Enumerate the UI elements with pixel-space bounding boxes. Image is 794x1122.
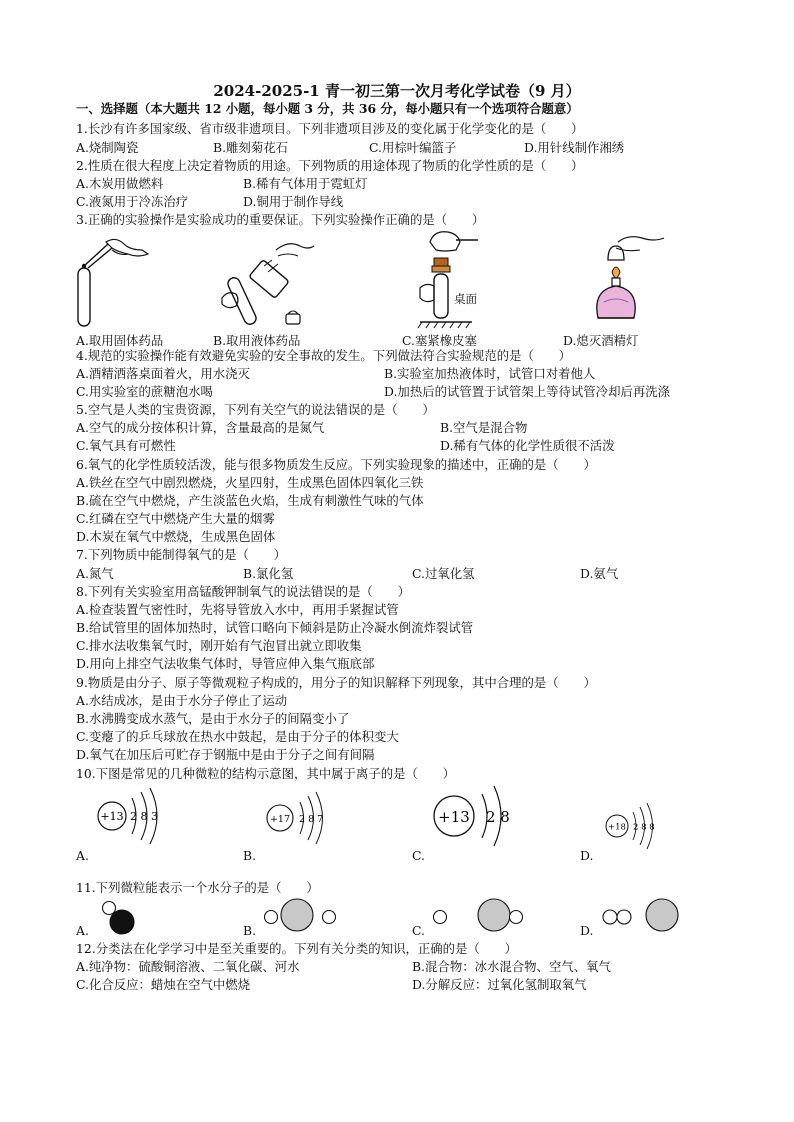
- q10-atom-d: [603, 800, 673, 850]
- q10-atom-b-shells: 2 8 7: [299, 814, 324, 825]
- q10-atom-c-shells: 2 8: [486, 808, 510, 826]
- q7-stem: 7.下列物质中能制得氧气的是（ ）: [76, 547, 287, 562]
- q11-molecule-d: [600, 897, 680, 937]
- q1-option-d: D.用针线制作湘绣: [524, 140, 625, 155]
- q6-option-d: D.木炭在氧气中燃烧，生成黑色固体: [76, 529, 276, 544]
- q8-option-a: A.检查装置气密性时，先将导管放入水中，再用手紧握试管: [76, 602, 399, 617]
- q10-option-a: A.: [76, 848, 89, 863]
- q5-stem: 5.空气是人类的宝贵资源，下列有关空气的说法错误的是（ ）: [76, 402, 435, 417]
- q4-option-b: B.实验室加热液体时，试管口对着他人: [384, 366, 596, 381]
- q5-option-c: C.氧气具有可燃性: [76, 438, 176, 453]
- exam-title: 2024-2025-1 青一初三第一次月考化学试卷（9 月）: [213, 82, 581, 100]
- q2-option-c: C.液氮用于冷冻治疗: [76, 194, 189, 209]
- q11-molecule-a: [100, 898, 150, 938]
- q9-stem: 9.物质是由分子、原子等微观粒子构成的，用分子的知识解释下列现象，其中合理的是（ ）: [76, 675, 596, 690]
- q10-stem: 10.下图是常见的几种微粒的结构示意图，其中属于离子的是（ ）: [76, 766, 456, 781]
- q10-option-b: B.: [243, 848, 257, 863]
- q4-option-a: A.酒精洒落桌面着火，用水浇灭: [76, 366, 250, 381]
- q7-option-b: B.氯化氢: [243, 566, 294, 581]
- q3-figure-c: [412, 228, 492, 328]
- q7-option-d: D.氨气: [580, 566, 619, 581]
- q9-option-c: C.变瘪了的乒乓球放在热水中鼓起，是由于分子的体积变大: [76, 729, 399, 744]
- q11-stem: 11.下列微粒能表示一个水分子的是（ ）: [76, 880, 319, 895]
- q10-option-c: C.: [412, 848, 425, 863]
- q3-option-b: B.取用液体药品: [213, 333, 301, 348]
- q12-stem: 12.分类法在化学学习中是至关重要的。下列有关分类的知识，正确的是（ ）: [76, 941, 517, 956]
- q4-stem: 4.规范的实验操作能有效避免实验的安全事故的发生。下列做法符合实验规范的是（ ）: [76, 348, 572, 363]
- q11-option-c: C.: [412, 923, 425, 938]
- q3-figure-d: [588, 232, 668, 328]
- q5-option-a: A.空气的成分按体积计算，含量最高的是氮气: [76, 420, 325, 435]
- q3-figure-a: [72, 236, 152, 330]
- q4-option-d: D.加热后的试管置于试管架上等待试管冷却后再洗涤: [384, 384, 671, 399]
- q5-option-b: B.空气是混合物: [440, 420, 528, 435]
- q3-option-d: D.熄灭酒精灯: [563, 333, 639, 348]
- q7-option-c: C.过氧化氢: [412, 566, 475, 581]
- q9-option-a: A.水结成冰，是由于水分子停止了运动: [76, 693, 288, 708]
- q11-option-a: A.: [76, 923, 89, 938]
- q10-option-d: D.: [580, 848, 594, 863]
- q11-molecule-c: [430, 897, 520, 937]
- q6-stem: 6.氧气的化学性质较活泼，能与很多物质发生反应。下列实验现象的描述中，正确的是（ ）: [76, 457, 596, 472]
- q11-option-d: D.: [580, 923, 594, 938]
- q10-atom-c: [432, 780, 522, 850]
- q2-stem: 2.性质在很大程度上决定着物质的用途。下列物质的用途体现了物质的化学性质的是（ ）: [76, 158, 584, 173]
- q10-atom-a-shells: 2 8 3: [130, 810, 158, 823]
- q9-option-d: D.氧气在加压后可贮存于钢瓶中是由于分子之间有间隔: [76, 747, 375, 762]
- q8-option-c: C.排水法收集氧气时，刚开始有气泡冒出就立即收集: [76, 638, 362, 653]
- q10-atom-a: [94, 786, 174, 846]
- q10-atom-a-nucleus: +13: [100, 810, 124, 823]
- q2-option-d: D.铜用于制作导线: [243, 194, 344, 209]
- q2-option-a: A.木炭用做燃料: [76, 176, 164, 191]
- q3-option-c: C.塞紧橡皮塞: [402, 333, 477, 348]
- q1-option-a: A.烧制陶瓷: [76, 140, 139, 155]
- q12-option-c: C.化合反应：蜡烛在空气中燃烧: [76, 977, 251, 992]
- q8-option-d: D.用向上排空气法收集气体时，导管应伸入集气瓶底部: [76, 656, 375, 671]
- q10-atom-d-shells: 2 8 8: [633, 822, 655, 833]
- q6-option-c: C.红磷在空气中燃烧产生大量的烟雾: [76, 511, 275, 526]
- q12-option-d: D.分解反应：过氧化氢制取氧气: [412, 977, 587, 992]
- q1-option-c: C.用棕叶编篮子: [369, 140, 457, 155]
- q2-option-b: B.稀有气体用于霓虹灯: [243, 176, 368, 191]
- q10-atom-b: [262, 790, 342, 846]
- q9-option-b: B.水沸腾变成水蒸气，是由于水分子的间隔变小了: [76, 711, 350, 726]
- q10-atom-b-nucleus: +17: [269, 814, 291, 825]
- q7-option-a: A.氮气: [76, 566, 114, 581]
- q5-option-d: D.稀有气体的化学性质很不活泼: [440, 438, 615, 453]
- q10-atom-d-nucleus: +18: [608, 822, 626, 833]
- q10-atom-c-nucleus: +13: [438, 808, 470, 826]
- q3-option-a: A.取用固体药品: [76, 333, 164, 348]
- q6-option-a: A.铁丝在空气中剧烈燃烧，火星四射，生成黑色固体四氧化三铁: [76, 475, 424, 490]
- q3-desk-label: 桌面: [454, 292, 477, 306]
- q4-option-c: C.用实验室的蔗糖泡水喝: [76, 384, 213, 399]
- q6-option-b: B.硫在空气中燃烧，产生淡蓝色火焰，生成有刺激性气味的气体: [76, 493, 424, 508]
- q1-option-b: B.雕刻菊花石: [213, 140, 288, 155]
- q8-stem: 8.下列有关实验室用高锰酸钾制氧气的说法错误的是（ ）: [76, 584, 410, 599]
- q8-option-b: B.给试管里的固体加热时，试管口略向下倾斜是防止冷凝水倒流炸裂试管: [76, 620, 474, 635]
- section-heading: 一、选择题（本大题共 12 小题，每小题 3 分，共 36 分，每小题只有一个选项符合题意）: [76, 101, 579, 116]
- q11-molecule-b: [263, 897, 343, 937]
- q3-figure-b: [218, 236, 318, 330]
- q11-option-b: B.: [243, 923, 257, 938]
- q12-option-a: A.纯净物：硫酸铜溶液、二氧化碳、河水: [76, 959, 300, 974]
- q12-option-b: B.混合物：冰水混合物、空气、氧气: [412, 959, 611, 974]
- q3-stem: 3.正确的实验操作是实验成功的重要保证。下列实验操作正确的是（ ）: [76, 212, 485, 227]
- q1-stem: 1.长沙有许多国家级、省市级非遗项目。下列非遗项目涉及的变化属于化学变化的是（ ）: [76, 121, 584, 136]
